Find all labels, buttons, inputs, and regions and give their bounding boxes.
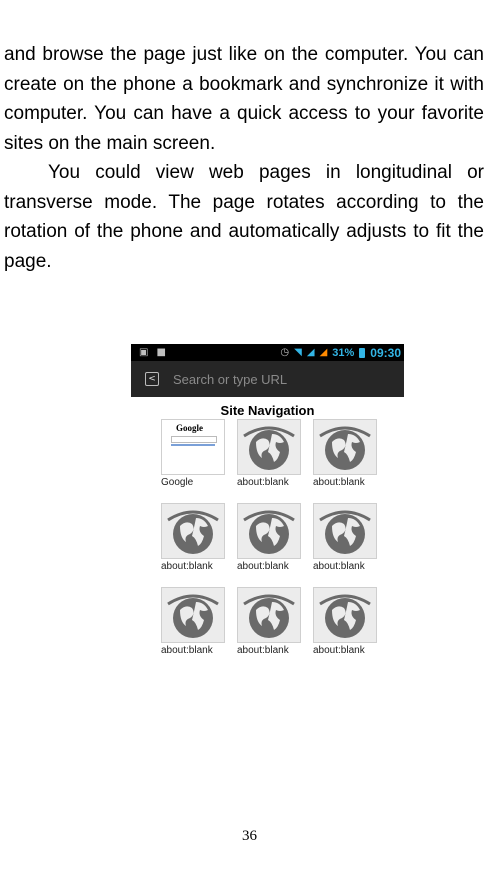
site-navigation-title: Site Navigation <box>220 403 315 418</box>
status-bar <box>131 344 404 361</box>
globe-icon[interactable] <box>237 503 301 559</box>
url-bar[interactable] <box>131 361 404 397</box>
google-thumbnail[interactable] <box>161 419 225 475</box>
site-navigation-grid <box>161 419 377 657</box>
google-search-box <box>171 436 217 443</box>
globe-icon[interactable] <box>237 419 301 475</box>
globe-icon[interactable] <box>313 419 377 475</box>
battery-percent: 31% <box>332 346 355 359</box>
body-text <box>4 40 484 276</box>
bookmark-label: about:blank <box>237 645 289 656</box>
url-placeholder[interactable]: Search or type URL <box>173 371 288 387</box>
google-logo: Google <box>176 423 203 433</box>
page-nav-icon[interactable]: < <box>145 372 159 386</box>
signal-icon: ◢ <box>319 347 328 358</box>
globe-icon[interactable] <box>161 587 225 643</box>
bookmark-label: about:blank <box>237 477 289 488</box>
image-icon: ▣ <box>139 347 149 358</box>
globe-icon[interactable] <box>313 503 377 559</box>
bookmark-label: about:blank <box>313 561 365 572</box>
bookmark-label: about:blank <box>161 645 213 656</box>
bookmark-tile[interactable] <box>313 419 377 489</box>
bookmark-tile[interactable] <box>161 503 225 573</box>
bookmark-label: Google <box>161 477 194 488</box>
bookmark-label: about:blank <box>313 477 365 488</box>
page-number: 36 <box>242 828 257 844</box>
bookmark-tile[interactable] <box>313 587 377 657</box>
status-time: 09:30 <box>370 345 401 360</box>
bookmark-tile[interactable] <box>237 419 301 489</box>
battery-icon <box>359 348 365 358</box>
globe-icon[interactable] <box>313 587 377 643</box>
wifi-icon: ◥ <box>294 347 302 358</box>
signal-icon: ◢ <box>306 347 315 358</box>
bookmark-tile[interactable] <box>237 503 301 573</box>
bookmark-tile[interactable] <box>161 419 225 489</box>
browser-screenshot <box>131 344 404 656</box>
alarm-icon: ◷ <box>280 347 290 358</box>
google-link-line <box>171 444 215 446</box>
globe-icon[interactable] <box>237 587 301 643</box>
bookmark-tile[interactable] <box>161 587 225 657</box>
paragraph-1: and browse the page just like on the computer. You can create on the phone a bookmark and synchronize it with computer. You can have a quick access to your favorite sites on the main screen. <box>4 44 484 154</box>
bookmark-tile[interactable] <box>313 503 377 573</box>
paragraph-2: You could view web pages in longitudinal or transverse mode. The page rotates according to the rotation of the phone and automatically adjusts to fit the page. <box>4 162 484 272</box>
bookmark-label: about:blank <box>237 561 289 572</box>
lock-icon: ■ <box>156 347 166 358</box>
bookmark-tile[interactable] <box>237 587 301 657</box>
bookmark-label: about:blank <box>313 645 365 656</box>
globe-icon[interactable] <box>161 503 225 559</box>
bookmark-label: about:blank <box>161 561 213 572</box>
